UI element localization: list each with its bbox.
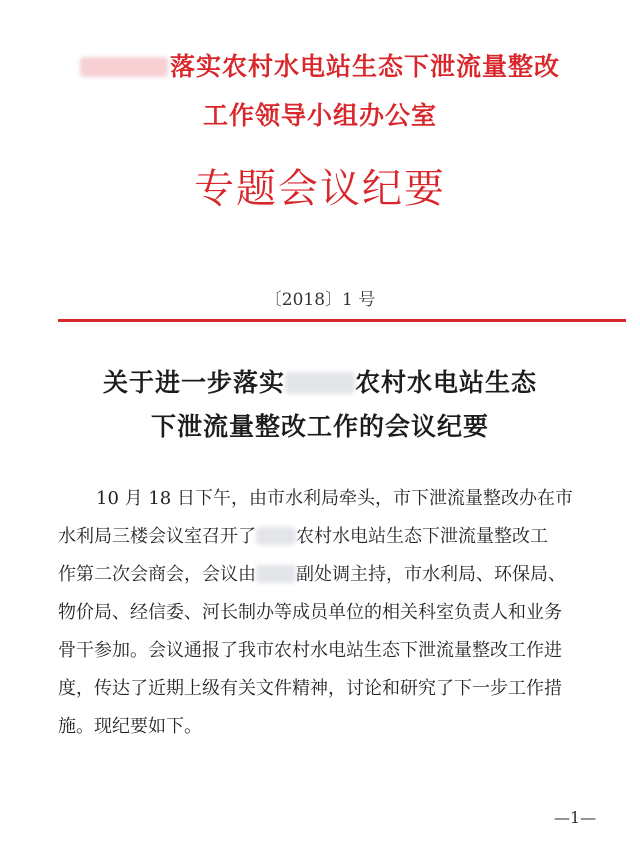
body-line-3	[58, 560, 566, 586]
body-line-6: 度，传达了近期上级有关文件精神，讨论和研究了下一步工作措	[58, 678, 562, 699]
title-text-1b: 农村水电站生态	[355, 368, 538, 397]
body-text-2b: 农村水电站生态下泄流量整改工	[296, 526, 548, 547]
document-number: 〔2018〕1 号	[264, 290, 376, 310]
redacted-region	[256, 565, 296, 583]
body-line-2	[58, 522, 548, 548]
body-line-7: 施。现纪要如下。	[58, 716, 202, 737]
red-divider-line	[58, 319, 626, 322]
redacted-region	[80, 57, 168, 77]
redacted-region	[285, 372, 355, 394]
body-text-2a: 水利局三楼会议室召开了	[58, 526, 256, 547]
document-type-heading: 专题会议纪要	[194, 166, 446, 212]
title-text-1a: 关于进一步落实	[102, 368, 285, 397]
issuer-line-2: 工作领导小组办公室	[202, 101, 437, 130]
title-line-2: 下泄流量整改工作的会议纪要	[150, 412, 489, 441]
body-text-3a: 作第二次会商会，会议由	[58, 564, 256, 585]
issuer-line-1	[0, 47, 640, 83]
body-text-3b: 副处调主持，市水利局、环保局、	[296, 564, 566, 585]
title-line-1	[0, 363, 640, 399]
redacted-region	[256, 527, 296, 545]
body-line-5: 骨干参加。会议通报了我市农村水电站生态下泄流量整改工作进	[58, 640, 562, 661]
issuer-text-1: 落实农村水电站生态下泄流量整改	[169, 52, 560, 81]
body-line-1: 10 月 18 日下午，由市水利局牵头，市下泄流量整改办在市	[96, 488, 573, 509]
body-line-4: 物价局、经信委、河长制办等成员单位的相关科室负责人和业务	[58, 602, 562, 623]
page-number: —1—	[554, 808, 597, 827]
